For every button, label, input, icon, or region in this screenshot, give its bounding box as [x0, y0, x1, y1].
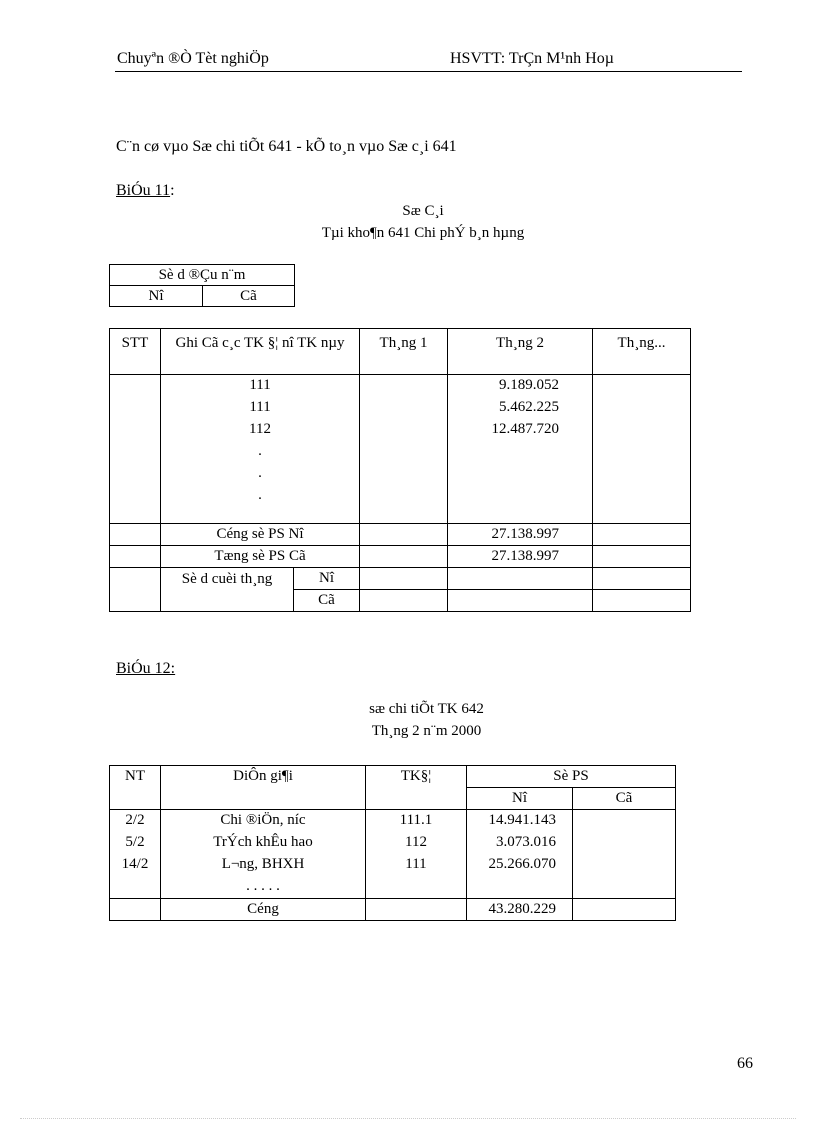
total-debit-value: 27.138.997	[448, 524, 593, 546]
closing-debit: Nî	[294, 568, 360, 590]
total-label: Céng	[161, 899, 366, 921]
opening-debit: Nî	[110, 286, 203, 307]
section-11-label	[116, 182, 175, 200]
nt-cell	[110, 810, 161, 899]
desc-cell	[161, 810, 366, 899]
ledger-641-table	[109, 328, 691, 612]
total-credit-label: Tæng sè PS Cã	[161, 546, 360, 568]
detail-642-table	[109, 765, 676, 921]
debit-item: 25.266.070	[488, 856, 556, 872]
debit-cell	[467, 810, 573, 899]
thang-more-cell	[593, 375, 691, 524]
col-stt: STT	[110, 329, 161, 375]
col-desc: DiÔn gi¶i	[161, 766, 366, 810]
section-11-subtitle: Tµi kho¶n 641 Chi phÝ b¸n hµng	[321, 225, 525, 241]
account-item: .	[258, 487, 262, 503]
col-nt: NT	[110, 766, 161, 810]
desc-item: Chi ®iÖn, níc	[220, 812, 306, 828]
debit-item: 14.941.143	[488, 812, 556, 828]
debit-item: 3.073.016	[496, 834, 556, 850]
col-thang2: Th¸ng 2	[448, 329, 593, 375]
col-ghi-co: Ghi Cã c¸c TK §¦ nî TK nµy	[161, 329, 360, 375]
nt-item: 2/2	[125, 812, 145, 828]
col-thang1: Th¸ng 1	[360, 329, 448, 375]
intro-text: C¨n cø vµo Sæ chi tiÕt 641 - kÕ to¸n vµo Sæ c¸i 641	[116, 138, 457, 155]
page-number: 66	[737, 1055, 753, 1072]
col-thang-more: Th¸ng...	[593, 329, 691, 375]
amount: 12.487.720	[491, 421, 560, 437]
account-item: .	[258, 465, 262, 481]
col-credit: Cã	[573, 788, 676, 810]
account-item: 111	[249, 377, 271, 393]
tk-item: 111	[405, 856, 427, 872]
section-11-title: Sæ C¸i	[402, 203, 444, 219]
account-item: 111	[249, 399, 271, 415]
col-tk: TK§¦	[366, 766, 467, 810]
desc-item: TrÝch khÊu hao	[213, 834, 313, 850]
opening-balance-table	[109, 264, 295, 307]
amount: 9.189.052	[499, 377, 560, 393]
total-debit-label: Céng sè PS Nî	[161, 524, 360, 546]
total-debit: 43.280.229	[467, 899, 573, 921]
desc-ellipsis: . . . . .	[246, 878, 280, 894]
tk-cell	[366, 810, 467, 899]
col-ps: Sè PS	[467, 766, 676, 788]
opening-balance-header: Sè d ®Çu n¨m	[110, 265, 295, 286]
desc-item: L¬ng, BHXH	[221, 856, 305, 872]
stt-cell	[110, 375, 161, 524]
amount: 5.462.225	[499, 399, 560, 415]
nt-item: 5/2	[125, 834, 145, 850]
tk-item: 112	[405, 834, 427, 850]
header-right: HSVTT: TrÇn M¹nh Hoµ	[450, 50, 614, 67]
thang2-cell	[448, 375, 593, 524]
header-rule	[115, 71, 742, 72]
closing-balance-label: Sè d cuèi th¸ng	[161, 568, 294, 612]
tk-item: 111.1	[399, 812, 433, 828]
accounts-cell	[161, 375, 360, 524]
closing-credit: Cã	[294, 590, 360, 612]
nt-item: 14/2	[121, 856, 149, 872]
section-11-label-text: BiÓu 11	[116, 182, 171, 199]
section-12-label: BiÓu 12:	[116, 660, 176, 677]
thang1-cell	[360, 375, 448, 524]
col-debit: Nî	[467, 788, 573, 810]
total-credit-value: 27.138.997	[448, 546, 593, 568]
footer-rule	[20, 1118, 796, 1119]
section-12-title: sæ chi tiÕt TK 642	[369, 701, 484, 717]
credit-cell	[573, 810, 676, 899]
section-12-subtitle: Th¸ng 2 n¨m 2000	[371, 723, 482, 739]
section-11-label-suffix: :	[170, 182, 175, 199]
opening-credit: Cã	[203, 286, 295, 307]
account-item: 112	[249, 421, 271, 437]
account-item: .	[258, 443, 262, 459]
header-left: Chuyªn ®Ò Tèt nghiÖp	[117, 50, 269, 67]
